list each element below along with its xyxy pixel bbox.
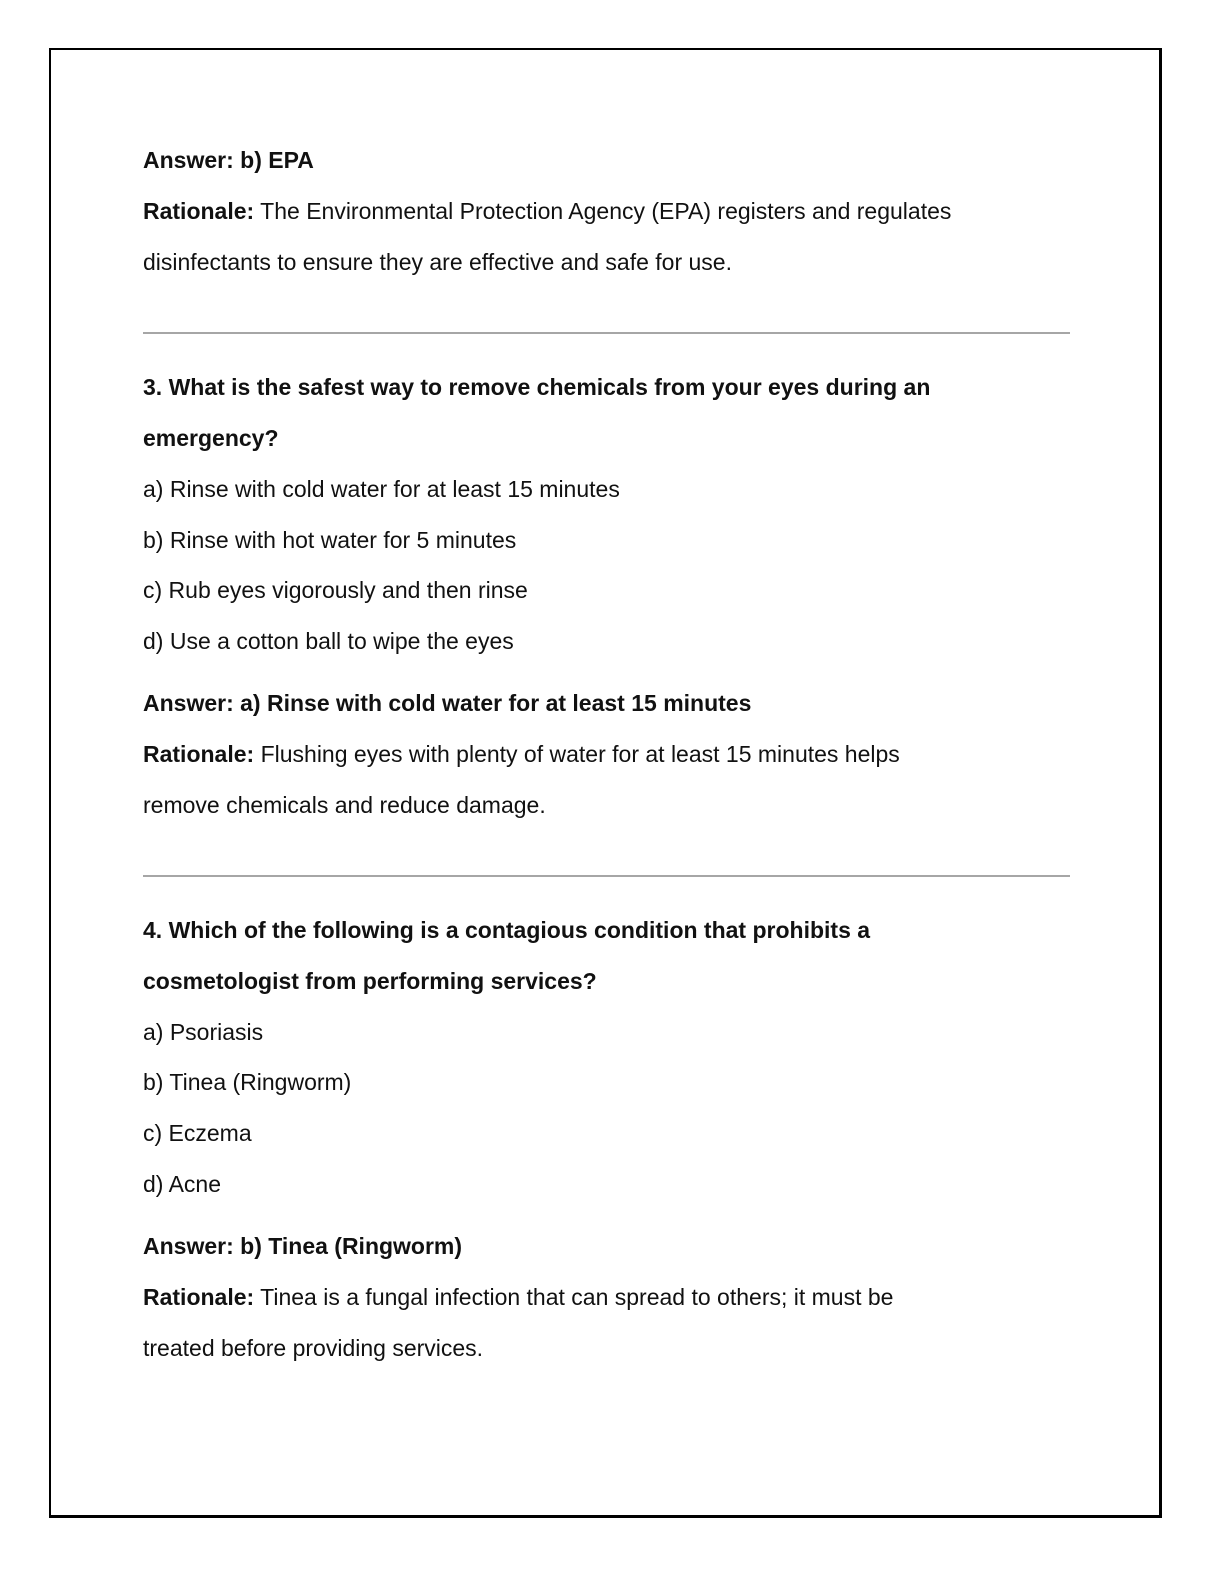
prev-rationale-text1: The Environmental Protection Agency (EPA) registers and regulates	[260, 198, 952, 224]
q3-rationale-text1: Flushing eyes with plenty of water for at least 15 minutes helps	[260, 741, 900, 767]
q3-rationale-label: Rationale:	[143, 741, 255, 767]
q4-option-a: a) Psoriasis	[143, 1019, 264, 1045]
q4-answer-label: Answer:	[143, 1233, 234, 1259]
q3-answer	[143, 688, 751, 718]
q4-option-b: b) Tinea (Ringworm)	[143, 1069, 352, 1095]
prev-answer-label: Answer:	[143, 147, 234, 173]
q3-rationale-line2: remove chemicals and reduce damage.	[143, 792, 546, 818]
q3-text-line2: emergency?	[143, 425, 279, 451]
section-divider-2	[143, 875, 1070, 877]
prev-rationale-label: Rationale:	[143, 198, 255, 224]
q3-answer-label: Answer:	[143, 690, 234, 716]
q3-rationale-line1	[143, 739, 900, 769]
q4-option-d: d) Acne	[143, 1171, 221, 1197]
q3-answer-value: a) Rinse with cold water for at least 15 minutes	[240, 690, 752, 716]
prev-rationale-line2: disinfectants to ensure they are effective and safe for use.	[143, 249, 732, 275]
q4-answer-value: b) Tinea (Ringworm)	[240, 1233, 463, 1259]
q4-text-line1: 4. Which of the following is a contagious condition that prohibits a	[143, 917, 871, 943]
prev-answer	[143, 145, 314, 175]
q4-answer	[143, 1231, 462, 1261]
q4-rationale-label: Rationale:	[143, 1284, 255, 1310]
q3-option-d: d) Use a cotton ball to wipe the eyes	[143, 628, 514, 654]
q4-rationale-line1	[143, 1282, 893, 1312]
section-divider-1	[143, 332, 1070, 334]
q3-option-c: c) Rub eyes vigorously and then rinse	[143, 577, 528, 603]
q3-option-a: a) Rinse with cold water for at least 15 minutes	[143, 476, 620, 502]
q4-option-c: c) Eczema	[143, 1120, 252, 1146]
prev-rationale-line1	[143, 196, 951, 226]
q4-rationale-line2: treated before providing services.	[143, 1335, 484, 1361]
q3-text-line1: 3. What is the safest way to remove chemicals from your eyes during an	[143, 374, 931, 400]
prev-answer-value: b) EPA	[240, 147, 314, 173]
q4-text-line2: cosmetologist from performing services?	[143, 968, 597, 994]
q4-rationale-text1: Tinea is a fungal infection that can spread to others; it must be	[260, 1284, 894, 1310]
q3-option-b: b) Rinse with hot water for 5 minutes	[143, 527, 517, 553]
